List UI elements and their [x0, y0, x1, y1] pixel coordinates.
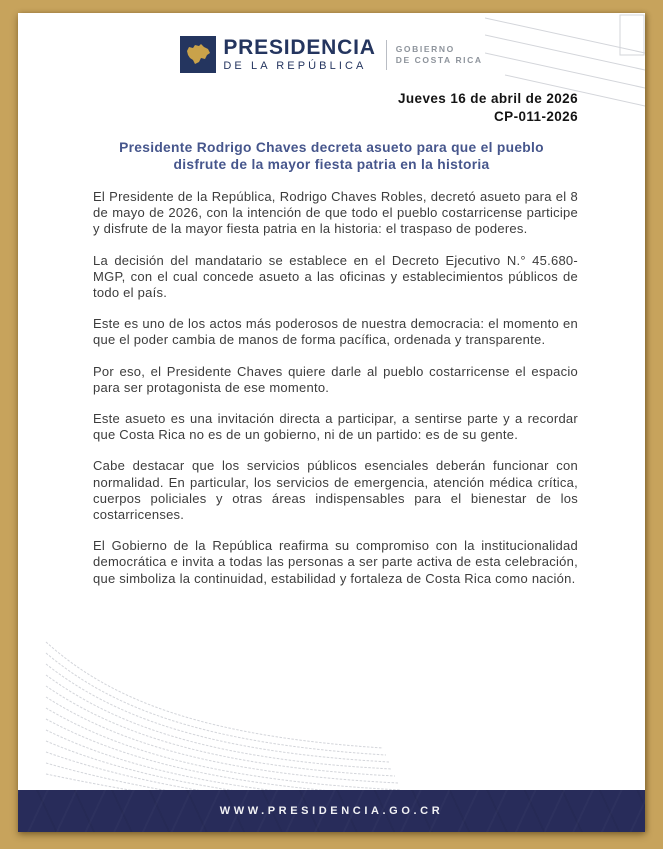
- footer-bar: [18, 790, 645, 832]
- press-release-title: Presidente Rodrigo Chaves decreta asueto para que el pueblo disfrute de la mayor fiesta patria en la historia: [119, 140, 544, 172]
- reference-number: CP-011-2026: [494, 108, 578, 124]
- date-text: Jueves 16 de abril de 2026: [397, 91, 578, 106]
- dateline: [18, 90, 645, 125]
- paragraph: La decisión del mandatario se establece en el Decreto Ejecutivo N.° 45.680-MGP, con el cual concede asueto a las oficinas y establecimientos públicos de todo el país.: [93, 252, 578, 301]
- contour-lines-decoration: [18, 640, 418, 790]
- logo-org-name: PRESIDENCIA: [223, 36, 376, 59]
- government-label-line2: DE COSTA RICA: [395, 55, 483, 65]
- logo-wordmark: [223, 37, 375, 72]
- paragraph: El Gobierno de la República reafirma su compromiso con la institucionalidad democrática e invita a todas las personas a ser parte activa de esta celebración, que simboliza la continuidad, estabilidad y fortaleza de Costa Rica como nación.: [93, 538, 578, 586]
- government-label-line1: GOBIERNO: [395, 44, 455, 54]
- logo-divider: [386, 40, 387, 70]
- logo-org-subtitle: DE LA REPÚBLICA: [223, 60, 367, 72]
- paragraph: Este asueto es una invitación directa a participar, a sentirse parte y a recordar que Costa Rica no es de un gobierno, ni de un partido: es de su gente.: [93, 411, 578, 443]
- footer-url: WWW.PRESIDENCIA.GO.CR: [219, 805, 444, 817]
- paragraph: El Presidente de la República, Rodrigo Chaves Robles, decretó asueto para el 8 de mayo de 2026, con la intención de que todo el pueblo costarricense participe y disfrute de la mayor fiesta patria en la historia: el traspaso de poderes.: [93, 189, 578, 237]
- presidencia-logo: [18, 36, 645, 73]
- paragraph: Cabe destacar que los servicios públicos esenciales deberán funcionar con normalidad. En particular, los servicios de emergencia, atención médica crítica, cuerpos policiales y otras áreas indispensables para el bienestar de los costarricenses.: [93, 458, 578, 523]
- paragraph: Este es uno de los actos más poderosos de nuestra democracia: el momento en que el poder cambia de manos de forma pacífica, ordenada y transparente.: [93, 316, 578, 348]
- paragraph: Por eso, el Presidente Chaves quiere darle al pueblo costarricense el espacio para ser protagonista de ese momento.: [93, 363, 578, 395]
- press-release-body: [18, 189, 645, 587]
- press-release-page: [18, 13, 645, 832]
- costa-rica-map-icon: [180, 36, 216, 73]
- government-label: [396, 43, 483, 66]
